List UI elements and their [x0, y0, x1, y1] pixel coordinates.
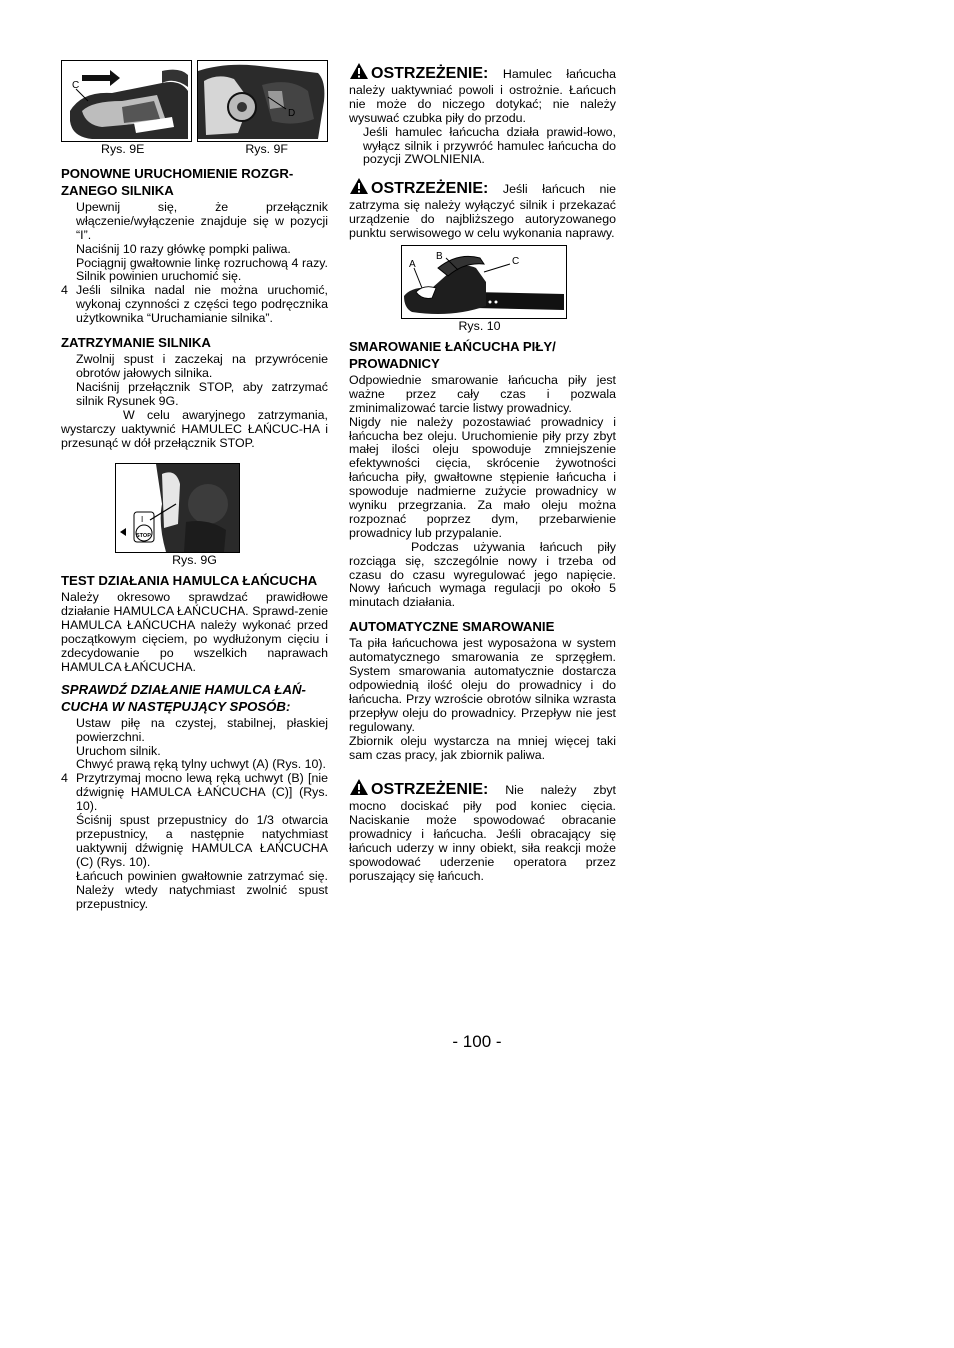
figure-10-callout-a: A — [409, 258, 416, 270]
lubrication-note: Podczas używania łańcuch piły rozciąga się, szczególnie nowy i trzeba od czasu do czasu wyregulować jego napięcie. Nowy łańcuch wymaga regulacji po około 5 minutach działania. — [349, 539, 616, 610]
figure-9f-callout-d: D — [288, 108, 296, 119]
auto-lubrication-text-2: Zbiornik oleju wystarcza na mniej więcej taki sam czas pracy, jak zbiornik paliwa. — [349, 733, 616, 762]
restart-step: 4 Jeśli silnika nadal nie można uruchomić, wykonaj czynności z części tego podręcznika użytkownika “Uruchamianie silnika”. — [61, 283, 328, 326]
figure-9e-9f-captions — [61, 143, 328, 157]
warning-1-note: Jeśli hamulec łańcucha działa prawid-łowo, wyłącz silnik i przywróć hamulec łańcucha do pozycji ZWOLNIENIA. — [363, 124, 616, 167]
warning-triangle-icon — [349, 177, 369, 199]
figure-9e-callout-c: C — [72, 80, 80, 91]
chain-brake-test-heading: TEST DZIAŁANIA HAMULCA ŁAŃCUCHA — [61, 573, 318, 589]
left-column — [61, 60, 328, 911]
figure-10-caption: Rys. 10 — [458, 318, 501, 333]
lubrication-text-2: Nigdy nie należy pozostawiać prowadnicy i łańcucha bez oleju. Uruchomienie piły przy zbyt małej ilości oleju spowoduje zmniejszenie efektywności cięcia, skrócenie żywotności łańcucha piły, gwałtowne stępienie łańcucha i spowoduje nadmierne zużycie prowadnicy w wyniku przegrzania. Za mało oleju można rozpoznać poprzez dym, przebarwienie prowadnicy lub przypalanie. — [349, 414, 616, 540]
auto-lubrication-text-1: Ta piła łańcuchowa jest wyposażona w system automatycznego smarowania ze sprzęgłem. System smarowania automatycznie dostarcza odpowiednią ilość oleju do prowadnicy i do łańcucha. Przy wzroście obrotów silnika wzrasta przepływ oleju do prowadnicy. Przepływ nie jest regulowany. — [349, 636, 616, 734]
figure-9e-drawing — [62, 61, 191, 141]
stop-step: Naciśnij przełącznik STOP, aby zatrzymać silnik Rysunek 9G. — [76, 379, 328, 408]
page-number: - 100 - — [452, 1032, 502, 1051]
warning-1-text: Hamulec łańcucha należy uaktywniać powoli i ostrożnie. Łańcuch nie może do niczego dotykać; nie należy wysuwać czubka piły do przodu. — [349, 67, 616, 125]
warning-3 — [349, 778, 616, 883]
restart-steps — [61, 201, 328, 326]
figure-9f-caption: Rys. 9F — [245, 142, 288, 156]
restart-step: Pociągnij gwałtownie linkę rozruchową 4 razy. Silnik powinien uruchomić się. — [76, 255, 328, 284]
chain-brake-test-text: Należy okresowo sprawdzać prawidłowe działanie HAMULCA ŁAŃCUCHA. Sprawd-zenie HAMULCA ŁAŃCUCHA należy wykonać przed początkowym cięciem, po wydłużonym cięciu i zdecydowanie po wszelkich naprawach HAMULCA ŁAŃCUCHA. — [61, 590, 328, 674]
figure-9g-caption: Rys. 9G — [172, 553, 217, 568]
figure-9e — [61, 60, 192, 142]
figure-9g — [115, 463, 240, 553]
lubrication-heading: SMAROWANIE ŁAŃCUCHA PIŁY/ PROWADNICY — [349, 338, 556, 371]
warning-2-text: Jeśli łańcuch nie zatrzyma się należy wyłączyć silnik i przekazać urządzenie do najbliższego autoryzowanego punktu serwisowego w celu wykonania naprawy. — [349, 182, 616, 241]
check-step: Chwyć prawą ręką tylny uchwyt (A) (Rys. 10). — [76, 757, 326, 772]
right-column — [349, 60, 616, 884]
warning-1-label: OSTRZEŻENIE: — [371, 65, 489, 82]
figure-10-callout-b: B — [436, 250, 443, 262]
figure-9g-switch-on-label: I — [141, 515, 144, 525]
warning-3-label: OSTRZEŻENIE: — [371, 781, 489, 799]
chain-brake-check-heading: SPRAWDŹ DZIAŁANIE HAMULCA ŁAŃ-CUCHA W NASTĘPUJĄCY SPOSÓB: — [61, 681, 306, 714]
check-step: 4 Przytrzymaj mocno lewą ręką uchwyt (B) [nie dźwignię HAMULCA ŁAŃCUCHA (C)] (Rys. 10). — [61, 771, 328, 814]
check-step: Ściśnij spust przepustnicy do 1/3 otwarcia przepustnicy, a następnie natychmiast uaktywnij dźwignię HAMULCA ŁAŃCUCHA (C) (Rys. 10). — [76, 813, 328, 869]
figure-9f — [197, 60, 328, 142]
check-step: Uruchom silnik. — [76, 743, 161, 758]
lubrication-text-1: Odpowiednie smarowanie łańcucha piły jest ważne przez cały czas i pozwala zminimalizować tarcie listwy prowadnicy. — [349, 372, 616, 415]
figure-9e-caption: Rys. 9E — [101, 142, 145, 156]
figure-row-9e-9f — [61, 60, 328, 142]
warning-1 — [349, 62, 616, 126]
chain-brake-check-steps — [61, 717, 328, 912]
figure-10-callout-c: C — [512, 255, 520, 267]
figure-9g-switch-stop-label: STOP — [136, 533, 151, 540]
restart-step: Naciśnij 10 razy główkę pompki paliwa. — [76, 241, 291, 256]
auto-lubrication-heading: AUTOMATYCZNE SMAROWANIE — [349, 619, 555, 635]
warning-triangle-icon — [349, 778, 369, 800]
check-step: Łańcuch powinien gwałtownie zatrzymać się. Należy wtedy natychmiast zwolnić spust przepustnicy. — [76, 868, 328, 911]
stop-step: Zwolnij spust i zaczekaj na przywrócenie obrotów jałowych silnika. — [76, 352, 328, 380]
stop-heading: ZATRZYMANIE SILNIKA — [61, 335, 211, 351]
figure-9g-drawing — [116, 464, 239, 552]
warning-3-text: Nie należy zbyt mocno dociskać piły pod koniec cięcia. Naciskanie może spowodować obracanie prowadnicy i łańcucha. Jeśli obracający się łańcuch uderzy w inny obiekt, siła reakcji może spowodować uderzenie operatora przez poruszający się łańcuch. — [349, 783, 616, 883]
restart-step: Upewnij się, że przełącznik włączenie/wyłączenie znajduje się w pozycji “I”. — [76, 199, 328, 242]
restart-heading: PONOWNE URUCHOMIENIE ROZGR-ZANEGO SILNIKA — [61, 165, 294, 198]
warning-2 — [349, 177, 616, 241]
stop-steps — [61, 353, 328, 409]
warning-triangle-icon — [349, 62, 369, 84]
warning-2-label: OSTRZEŻENIE: — [371, 180, 489, 198]
check-step: Ustaw piłę na czystej, stabilnej, płaskiej powierzchni. — [76, 715, 328, 744]
figure-9f-drawing — [198, 61, 327, 141]
stop-note: W celu awaryjnego zatrzymania, wystarczy uaktywnić HAMULEC ŁAŃCUC-HA i przesunąć w dół przełącznik STOP. — [61, 407, 328, 450]
figure-10-drawing — [402, 246, 566, 318]
figure-10 — [401, 245, 567, 319]
